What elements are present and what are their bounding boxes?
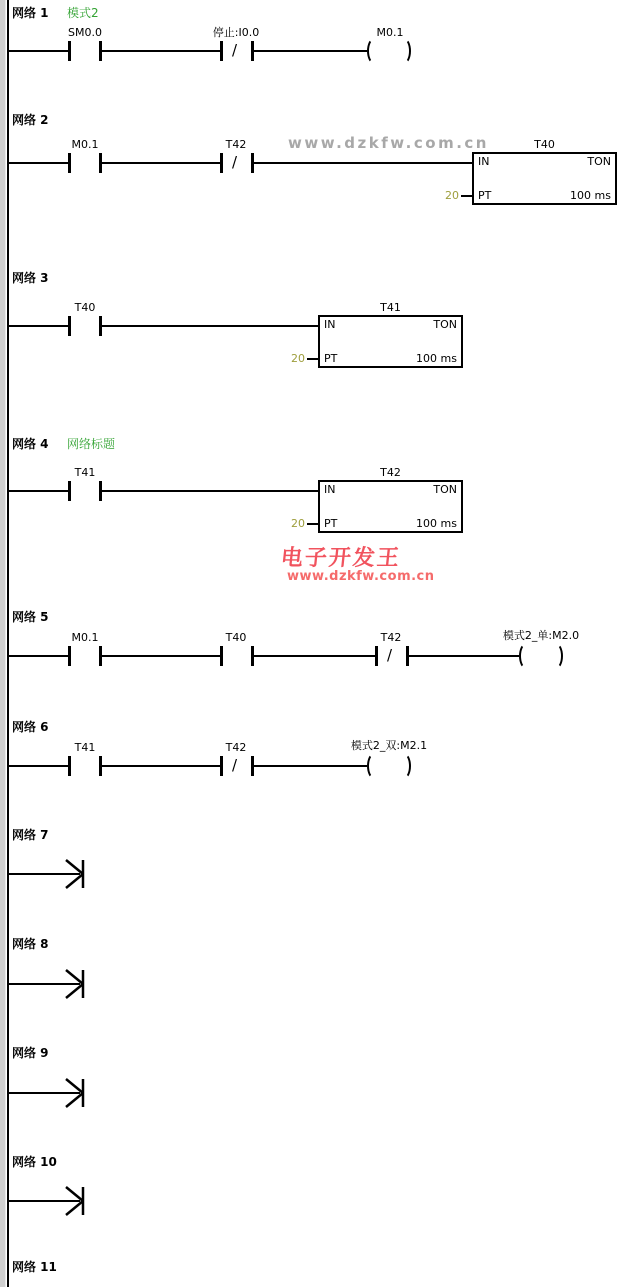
- contact-no-m0-1[interactable]: [68, 646, 102, 666]
- timer-type: TON: [587, 155, 611, 168]
- network-7-label: 网络 7: [12, 828, 49, 842]
- network-11-label: 网络 11: [12, 1260, 57, 1274]
- contact-no-t40[interactable]: [68, 316, 102, 336]
- watermark-site-red: www.dzkfw.com.cn: [287, 569, 435, 584]
- rung-wire: [102, 325, 319, 327]
- contact-bar: [251, 153, 254, 173]
- network-10-label: 网络 10: [12, 1155, 57, 1169]
- operand-label[interactable]: 模式2_单:M2.0: [502, 629, 580, 642]
- timer-box-t41[interactable]: [318, 315, 463, 368]
- timer-title[interactable]: T42: [380, 466, 401, 479]
- timer-box-t40[interactable]: [472, 152, 617, 205]
- rung-wire: [9, 765, 68, 767]
- contact-bar: [99, 756, 102, 776]
- network-3-label: 网络 3: [12, 271, 49, 285]
- coil-arc-right: [549, 643, 563, 669]
- timer-base: 100 ms: [570, 189, 611, 202]
- contact-nc-t42[interactable]: [375, 646, 409, 666]
- margin-gutter: [0, 0, 6, 1287]
- empty-network-arrow-icon[interactable]: [64, 1184, 88, 1218]
- timer-type: TON: [433, 318, 457, 331]
- coil-arc-right: [397, 38, 411, 64]
- nc-slash-icon: /: [232, 41, 238, 59]
- rung-wire: [102, 655, 220, 657]
- operand-label[interactable]: T40: [74, 301, 96, 314]
- contact-bar: [375, 646, 378, 666]
- network-1-comment[interactable]: 模式2: [67, 6, 99, 20]
- contact-bar: [68, 153, 71, 173]
- rung-wire: [254, 162, 473, 164]
- timer-base: 100 ms: [416, 352, 457, 365]
- rung-wire: [9, 50, 68, 52]
- rung-wire: [9, 162, 68, 164]
- timer-pt-pin: PT: [324, 352, 338, 365]
- contact-bar: [99, 481, 102, 501]
- contact-bar: [68, 756, 71, 776]
- rung-wire: [254, 50, 367, 52]
- contact-no-t41[interactable]: [68, 756, 102, 776]
- contact-bar: [99, 41, 102, 61]
- coil-arc-right: [397, 753, 411, 779]
- timer-title[interactable]: T41: [380, 301, 401, 314]
- operand-label[interactable]: M0.1: [71, 631, 99, 644]
- pt-stub-wire: [307, 358, 318, 360]
- network-4-comment[interactable]: 网络标题: [67, 437, 116, 451]
- rung-wire: [9, 325, 68, 327]
- operand-label[interactable]: T40: [225, 631, 247, 644]
- contact-bar: [251, 646, 254, 666]
- network-6-label: 网络 6: [12, 720, 49, 734]
- contact-bar: [99, 316, 102, 336]
- timer-box-t42[interactable]: [318, 480, 463, 533]
- contact-bar: [220, 646, 223, 666]
- contact-no-m0-1[interactable]: [68, 153, 102, 173]
- pt-stub-wire: [461, 195, 472, 197]
- timer-base: 100 ms: [416, 517, 457, 530]
- contact-bar: [68, 41, 71, 61]
- watermark-site-gray: www.dzkfw.com.cn: [288, 134, 489, 152]
- contact-bar: [220, 756, 223, 776]
- operand-label[interactable]: 模式2_双:M2.1: [350, 739, 428, 752]
- contact-bar: [68, 316, 71, 336]
- rung-wire: [9, 655, 68, 657]
- rung-wire: [409, 655, 519, 657]
- network-1-label: 网络 1: [12, 6, 49, 20]
- timer-in-pin: IN: [478, 155, 490, 168]
- coil-arc-left: [367, 753, 381, 779]
- rung-wire: [102, 50, 220, 52]
- contact-nc-stop-i0-0[interactable]: [220, 41, 254, 61]
- coil-m2-0[interactable]: [519, 643, 563, 669]
- rung-wire: [102, 490, 319, 492]
- timer-pt-pin: PT: [478, 189, 492, 202]
- rung-wire: [254, 655, 375, 657]
- contact-nc-t42[interactable]: [220, 756, 254, 776]
- timer-pt-pin: PT: [324, 517, 338, 530]
- contact-bar: [99, 153, 102, 173]
- contact-nc-t42[interactable]: [220, 153, 254, 173]
- pt-stub-wire: [307, 523, 318, 525]
- network-9-label: 网络 9: [12, 1046, 49, 1060]
- rung-wire: [102, 765, 220, 767]
- nc-slash-icon: /: [232, 756, 238, 774]
- network-2-label: 网络 2: [12, 113, 49, 127]
- operand-label[interactable]: T42: [225, 138, 247, 151]
- network-5-label: 网络 5: [12, 610, 49, 624]
- contact-bar: [251, 756, 254, 776]
- rung-wire: [9, 490, 68, 492]
- network-8-label: 网络 8: [12, 937, 49, 951]
- coil-m2-1[interactable]: [367, 753, 411, 779]
- contact-no-sm0-0[interactable]: [68, 41, 102, 61]
- watermark-brand-red: 电子开发王: [279, 546, 403, 571]
- pt-value[interactable]: 20: [291, 517, 305, 530]
- operand-label[interactable]: T41: [74, 466, 96, 479]
- empty-network-arrow-icon[interactable]: [64, 857, 88, 891]
- timer-in-pin: IN: [324, 483, 336, 496]
- empty-network-arrow-icon[interactable]: [64, 1076, 88, 1110]
- contact-no-t41[interactable]: [68, 481, 102, 501]
- operand-label[interactable]: T42: [380, 631, 402, 644]
- timer-title[interactable]: T40: [534, 138, 555, 151]
- operand-label[interactable]: T41: [74, 741, 96, 754]
- contact-bar: [99, 646, 102, 666]
- contact-bar: [68, 481, 71, 501]
- operand-label[interactable]: M0.1: [71, 138, 99, 151]
- empty-network-arrow-icon[interactable]: [64, 967, 88, 1001]
- contact-bar: [251, 41, 254, 61]
- coil-m0-1[interactable]: [367, 38, 411, 64]
- network-4-label: 网络 4: [12, 437, 49, 451]
- rung-wire: [254, 765, 367, 767]
- operand-label[interactable]: M0.1: [376, 26, 404, 39]
- contact-bar: [220, 153, 223, 173]
- contact-bar: [68, 646, 71, 666]
- pt-value[interactable]: 20: [445, 189, 459, 202]
- contact-no-t40[interactable]: [220, 646, 254, 666]
- contact-bar: [220, 41, 223, 61]
- contact-bar: [406, 646, 409, 666]
- operand-label[interactable]: 停止:I0.0: [212, 26, 260, 39]
- timer-type: TON: [433, 483, 457, 496]
- rung-wire: [102, 162, 220, 164]
- operand-label[interactable]: SM0.0: [68, 26, 102, 39]
- coil-arc-left: [367, 38, 381, 64]
- pt-value[interactable]: 20: [291, 352, 305, 365]
- operand-label[interactable]: T42: [225, 741, 247, 754]
- coil-arc-left: [519, 643, 533, 669]
- nc-slash-icon: /: [232, 153, 238, 171]
- nc-slash-icon: /: [387, 646, 393, 664]
- timer-in-pin: IN: [324, 318, 336, 331]
